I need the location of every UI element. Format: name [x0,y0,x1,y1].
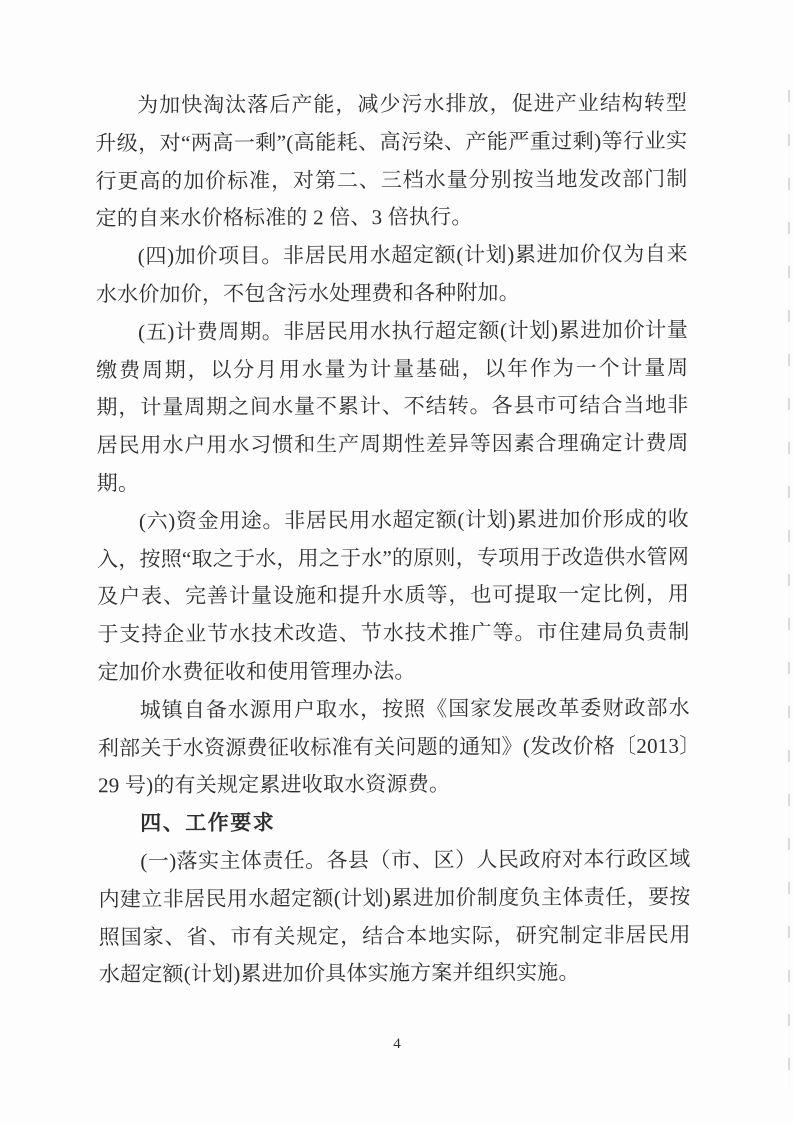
paragraph: (五)计费周期。非居民用水执行超定额(计划)累进加价计量缴费周期，以分月用水量为计量基础，以年作为一个计量周期，计量周期之间水量不累计、不结转。各县市可结合当地非居民用水户用水习惯和生产周期性差异等因素合理确定计费周期。 [96,317,689,496]
section-heading: 四、工作要求 [140,811,276,836]
paragraph: (一)落实主体责任。各县（市、区）人民政府对本行政区域内建立非居民用水超定额(计划)累进加价制度负主体责任，要按照国家、省、市有关规定，结合本地实际，研究制定非居民用水超定额(计划)累进加价具体实施方案并组织实施。 [98,846,691,987]
scan-edge-artifact [788,90,790,1090]
document-body [95,85,691,995]
paragraph: 为加快淘汰落后产能，减少污水排放，促进产业结构转型升级，对“两高一剩”(高能耗、高污染、产能严重过剩)等行业实行更高的加价标准，对第二、三档水量分别按当地发改部门制定的自来水价格标准的 2 倍、3 倍执行。 [95,90,688,231]
page-number: 4 [393,1036,401,1052]
paragraph: 城镇自备水源用户取水，按照《国家发展改革委财政部水利部关于水资源费征收标准有关问题的通知》(发改价格〔2013〕29 号)的有关规定累进收取水资源费。 [97,695,690,798]
paragraph: (六)资金用途。非居民用水超定额(计划)累进加价形成的收入，按照“取之于水，用之于水”的原则，专项用于改造供水管网及户表、完善计量设施和提升水质等，也可提取一定比例，用于支持企业节水技术改造、节水技术推广等。市住建局负责制定加价水费征收和使用管理办法。 [97,506,690,685]
paragraph: (四)加价项目。非居民用水超定额(计划)累进加价仅为自来水水价加价，不包含污水处理费和各种附加。 [95,241,688,307]
